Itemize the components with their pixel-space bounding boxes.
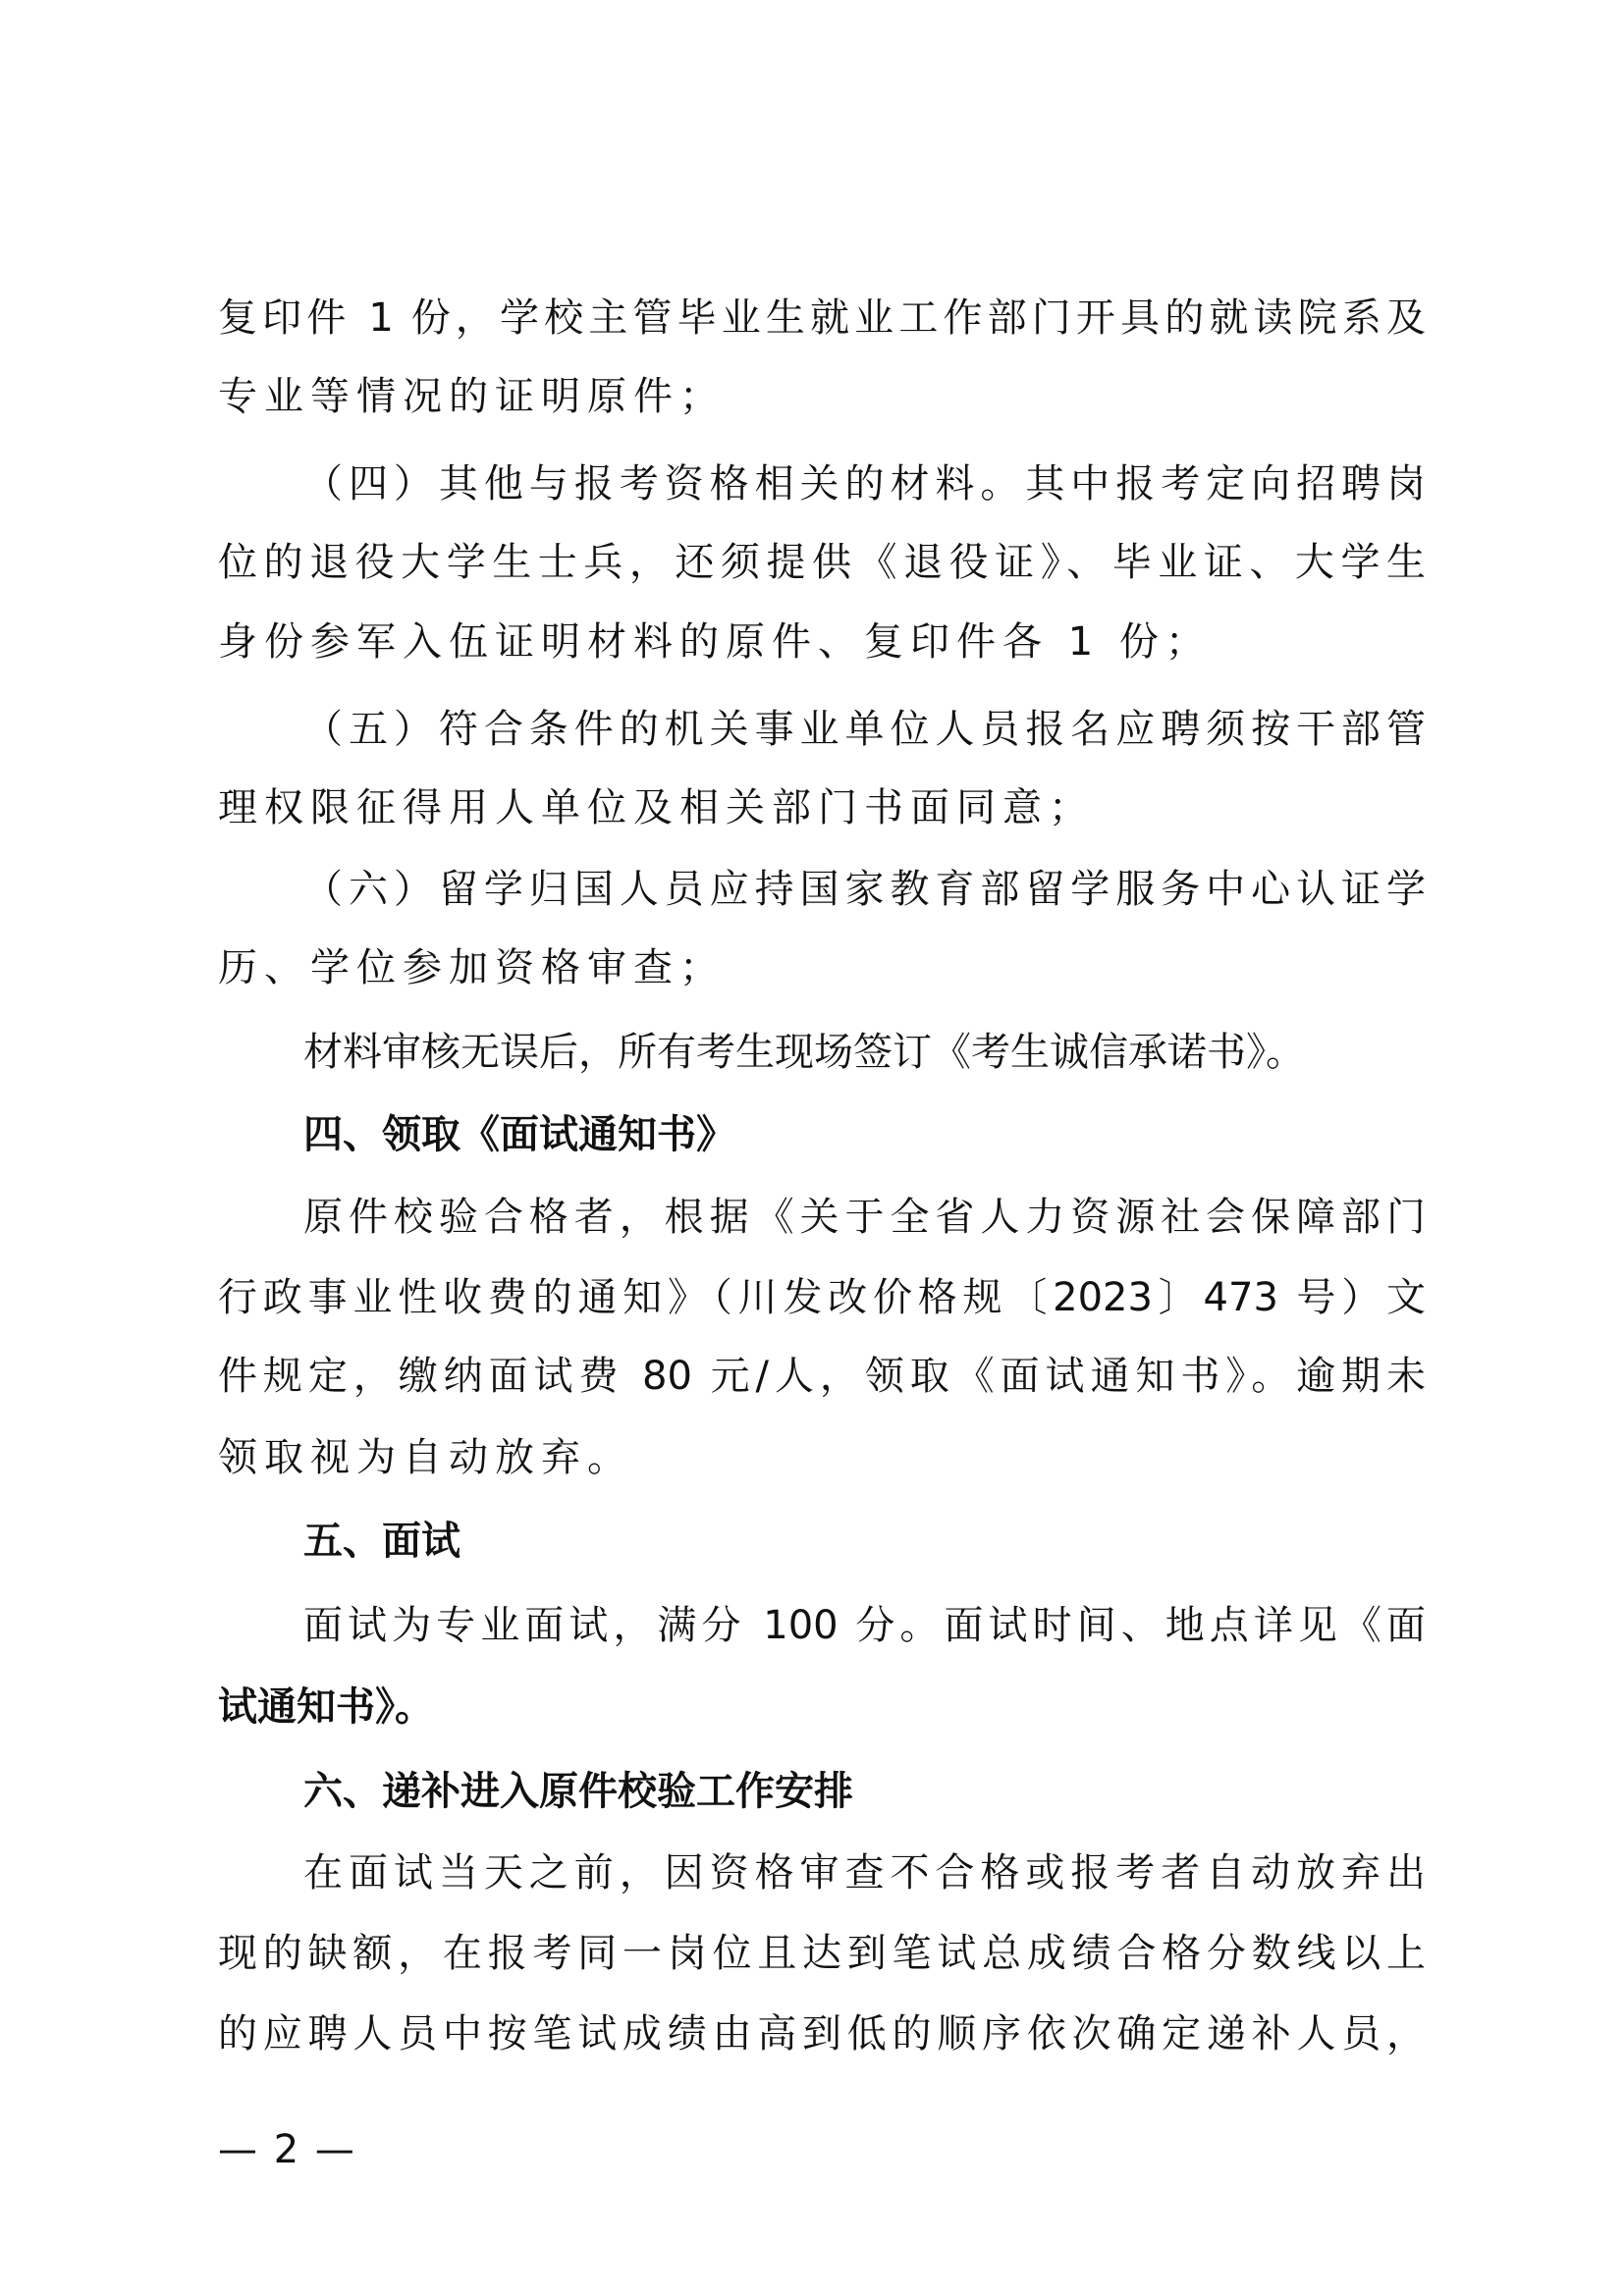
body-line: （五）符合条件的机关事业单位人员报名应聘须按干部管 [303, 707, 1426, 752]
section-heading: 六、递补进入原件校验工作安排 [303, 1769, 853, 1814]
body-line: 现的缺额，在报考同一岗位且达到笔试总成绩合格分数线以上 [218, 1931, 1426, 1976]
body-line: （六）留学归国人员应持国家教育部留学服务中心认证学 [303, 867, 1426, 912]
body-line: 试通知书》。 [218, 1684, 434, 1730]
body-line: 历、学位参加资格审查； [218, 945, 726, 990]
body-line: 件规定，缴纳面试费 80 元/人，领取《面试通知书》。逾期未 [218, 1354, 1426, 1399]
body-line: 理权限征得用人单位及相关部门书面同意； [218, 785, 1095, 830]
body-line: 位的退役大学生士兵，还须提供《退役证》、毕业证、大学生 [218, 540, 1426, 585]
section-heading: 四、领取《面试通知书》 [303, 1112, 735, 1157]
section-heading: 五、面试 [303, 1519, 460, 1564]
body-line: 身份参军入伍证明材料的原件、复印件各 1 份； [218, 619, 1212, 665]
page-number: — 2 — [218, 2127, 356, 2172]
body-line: （四）其他与报考资格相关的材料。其中报考定向招聘岗 [303, 461, 1426, 507]
body-line: 在面试当天之前，因资格审查不合格或报考者自动放弃出 [303, 1850, 1426, 1896]
body-line: 行政事业性收费的通知》（川发改价格规〔2023〕473 号）文 [218, 1275, 1426, 1320]
body-line: 复印件 1 份，学校主管毕业生就业工作部门开具的就读院系及 [218, 295, 1426, 341]
body-line: 的应聘人员中按笔试成绩由高到低的顺序依次确定递补人员， [218, 2011, 1426, 2056]
body-line: 材料审核无误后，所有考生现场签订《考生诚信承诺书》。 [303, 1030, 1305, 1075]
body-line: 专业等情况的证明原件； [218, 374, 726, 419]
body-line: 领取视为自动放弃。 [218, 1435, 633, 1480]
body-line: 面试为专业面试，满分 100 分。面试时间、地点详见《面 [303, 1603, 1426, 1648]
body-line: 原件校验合格者，根据《关于全省人力资源社会保障部门 [303, 1195, 1426, 1240]
